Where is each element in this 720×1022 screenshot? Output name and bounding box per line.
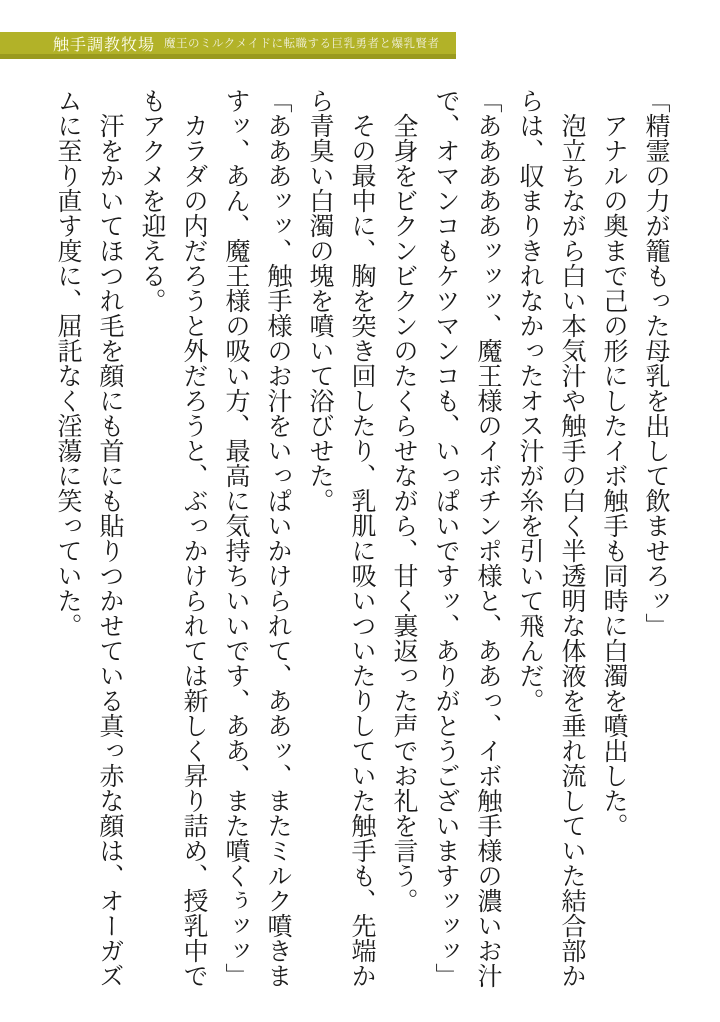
paragraph: 全身をビクンビクンのたくらせながら、甘く裏返った声でお礼を言う。: [390, 113, 417, 913]
paragraph: 「精霊の力が籠もった母乳を出して飲ませろッ」: [642, 88, 669, 638]
page-text: [44, 88, 676, 1000]
paragraph: カラダの内だろうと外だろうと、ぶっかけられては新しく昇り詰め、授乳中でもアクメを迎える。: [138, 88, 207, 988]
paragraph: 汗をかいてほつれ毛を顔にも首にも貼りつかせている真っ赤な顔は、オーガズムに至り直す度に、屈託なく淫蕩に笑っていた。: [54, 88, 123, 988]
paragraph: その最中に、胸を突き回したり、乳肌に吸いついたりしていた触手も、先端から青臭い白濁の塊を噴いて浴びせた。: [306, 88, 375, 988]
book-title: 触手調教牧場: [53, 36, 156, 54]
paragraph: 泡立ちながら白い本気汁や触手の白く半透明な体液を垂れ流していた結合部からは、収まりきれなかったオス汁が糸を引いて飛んだ。: [516, 88, 585, 988]
book-subtitle: 魔王のミルクメイドに転職する巨乳勇者と爆乳賢者: [164, 38, 440, 50]
header-bar: [0, 32, 456, 59]
paragraph: 「あああッッ、触手様のお汁をいっぱいかけられて、ああッ、またミルク噴きますッ、あん、魔王様の吸い方、最高に気持ちいいです、ああ、また噴くぅッッ」: [222, 88, 291, 988]
paragraph: アナルの奥まで己の形にしたイボ触手も同時に白濁を噴出した。: [600, 113, 627, 838]
paragraph: 「あああああッッッ、魔王様のイボチンポ様と、ああっ、イボ触手様の濃いお汁で、オマンコもケツマンコも、いっぱいですッ、ありがとうございますッッッ」: [432, 88, 501, 988]
